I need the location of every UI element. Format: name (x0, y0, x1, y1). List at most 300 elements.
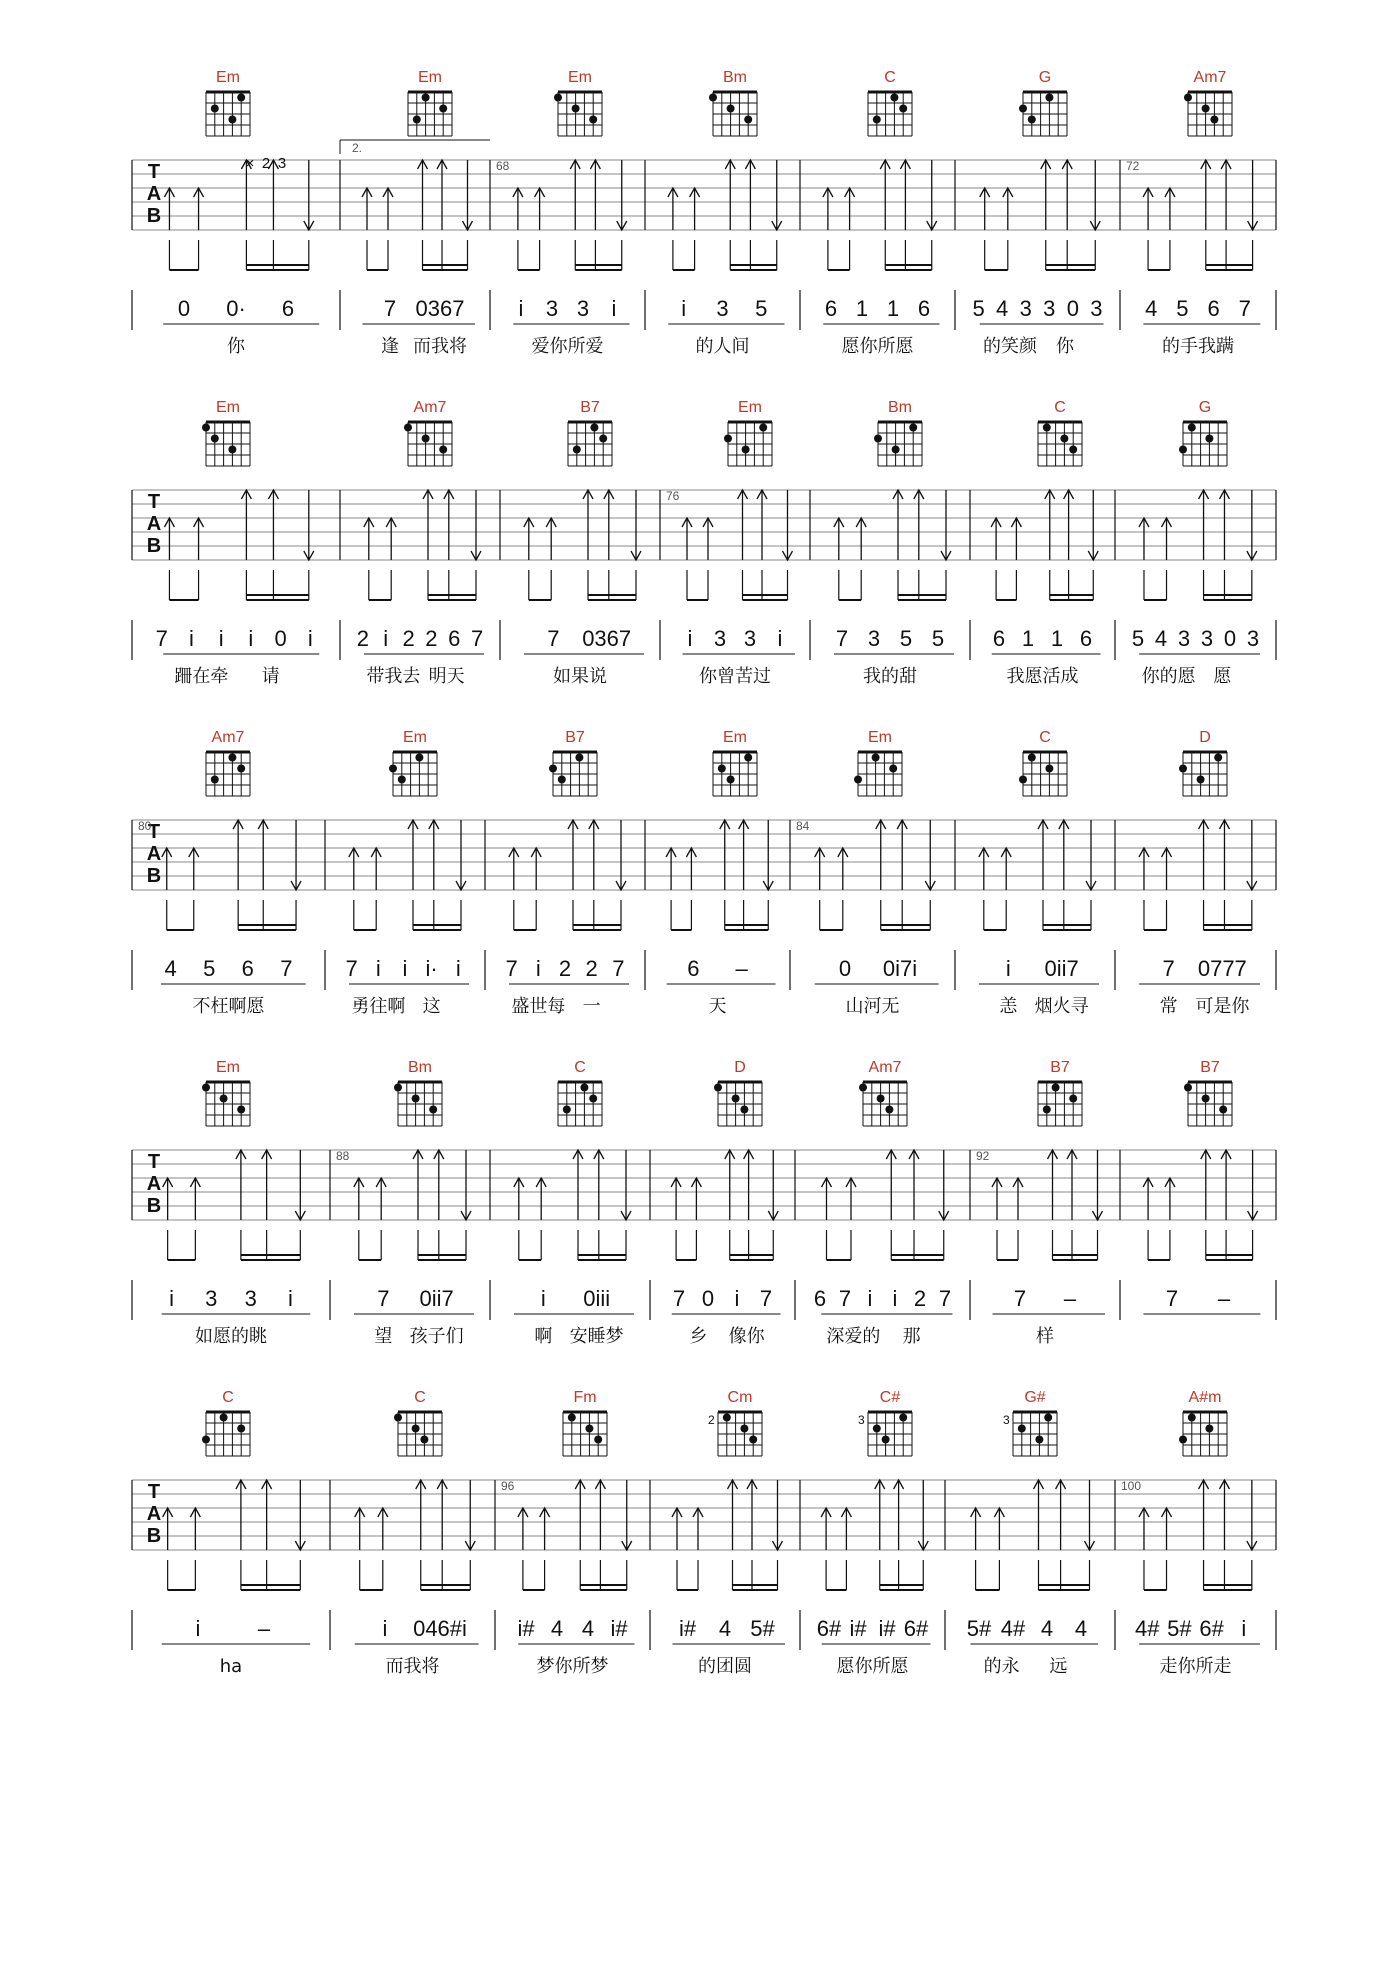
d-chord-diagram (714, 1082, 762, 1126)
am7-chord-diagram (404, 422, 452, 466)
jianpu-note: 6 (813, 1286, 827, 1311)
jianpu-note: 6 (281, 296, 295, 321)
jianpu-note: 7 (1013, 1286, 1027, 1311)
jianpu-note: 7 (547, 626, 560, 651)
em-chord-diagram (202, 422, 250, 466)
jianpu-note: 7 (471, 626, 484, 651)
d-chord-diagram (1179, 752, 1227, 796)
jianpu-note: i (892, 1286, 898, 1311)
lyric-text: 梦你所梦 (536, 1656, 609, 1677)
chord-name: G (1038, 69, 1052, 86)
jianpu-note: 6# (1199, 1616, 1224, 1641)
lyric-text: 的团圆 (698, 1656, 752, 1677)
jianpu-note: i (1005, 956, 1011, 981)
volta-bracket (340, 140, 490, 154)
jianpu-note: 5 (899, 626, 913, 651)
chord-name: C (414, 1389, 426, 1406)
jianpu-note: i (455, 956, 461, 981)
lyric-text: 你 (227, 336, 245, 357)
lyric-text: 孩子们 (409, 1326, 464, 1347)
bm-chord-diagram (709, 92, 757, 136)
jianpu-note: 7 (1162, 956, 1175, 981)
strum-pattern (1139, 820, 1257, 930)
tab-fret-number: 2 (261, 155, 271, 172)
strum-pattern (834, 490, 951, 600)
lyric-text: 而我将 (385, 1656, 440, 1677)
chord-name: Em (216, 69, 240, 86)
measure-number: 76 (666, 489, 680, 503)
chord-name: Em (568, 69, 592, 86)
c-chord-diagram (394, 1412, 442, 1456)
jianpu-note: 4 (581, 1616, 595, 1641)
jianpu-note: i (540, 1286, 546, 1311)
jianpu-note: 5 (203, 956, 216, 981)
jianpu-note: i# (517, 1616, 535, 1641)
strum-pattern (991, 490, 1098, 600)
jianpu-note: 7 (612, 956, 625, 981)
am7-chord-diagram (859, 1082, 907, 1126)
tab-staff (132, 1480, 1276, 1550)
am7-chord-diagram (1184, 92, 1232, 136)
strum-pattern (1143, 1150, 1258, 1260)
jianpu-note: 1 (1021, 626, 1035, 651)
em-chord-diagram (389, 752, 437, 796)
chord-name: G# (1024, 1389, 1046, 1406)
jianpu-note: i (307, 626, 313, 651)
chord-name: Em (738, 399, 762, 416)
strum-pattern (524, 490, 641, 600)
jianpu-note: i (687, 626, 693, 651)
fm-chord-diagram (563, 1412, 607, 1456)
lyric-text: 望 (374, 1326, 393, 1347)
tab-clef: A (146, 513, 162, 535)
b7-chord-diagram (1038, 1082, 1082, 1126)
jianpu-note: 7 (280, 956, 293, 981)
jianpu-note: i (195, 1616, 201, 1641)
jianpu-note: 0367 (415, 296, 465, 321)
strum-pattern (349, 820, 466, 930)
jianpu-note: 7 (345, 956, 358, 981)
jianpu-note: i (382, 1616, 388, 1641)
strum-pattern (971, 1480, 1095, 1590)
chord-name: Em (868, 729, 892, 746)
measure-number: 84 (796, 819, 810, 833)
jianpu-note: 6 (448, 626, 461, 651)
jianpu-note: 6 (917, 296, 931, 321)
jianpu-note: 6 (687, 956, 700, 981)
strum-pattern (513, 160, 627, 270)
jianpu-note: i (375, 956, 381, 981)
jianpu-note: 7 (759, 1286, 773, 1311)
chord-name: Am7 (868, 1059, 902, 1076)
chord-name: Em (216, 399, 240, 416)
jianpu-note: 0 (838, 956, 852, 981)
jianpu-note: i (188, 626, 194, 651)
strum-pattern (682, 490, 793, 600)
strum-pattern (980, 160, 1101, 270)
jianpu-note: 0 (1223, 626, 1237, 651)
lyric-text: 不枉啊愿 (192, 996, 265, 1017)
bm-chord-diagram (874, 422, 922, 466)
jianpu-note: 4 (718, 1616, 732, 1641)
strum-pattern (164, 160, 313, 270)
lyric-text: 那 (902, 1326, 921, 1347)
jianpu-note: 5# (1167, 1616, 1192, 1641)
g-sharp-chord-diagram (1003, 1412, 1057, 1456)
chord-name: Bm (888, 399, 912, 416)
lyric-text: 可是你 (1195, 996, 1250, 1017)
jianpu-note: 6 (824, 296, 838, 321)
jianpu-note: – (257, 1616, 271, 1641)
tab-clef: A (146, 1503, 162, 1525)
strum-pattern (979, 820, 1096, 930)
chord-name: C (1039, 729, 1051, 746)
lyric-text: 愿你所愿 (841, 336, 914, 357)
jianpu-note: 6 (241, 956, 254, 981)
jianpu-note: 7 (155, 626, 168, 651)
jianpu-note: 0ii7 (1044, 956, 1079, 981)
jianpu-note: i (402, 956, 408, 981)
lyric-text: 我愿活成 (1006, 666, 1079, 687)
jianpu-note: – (1063, 1286, 1077, 1311)
jianpu-note: 0 (1066, 296, 1079, 321)
fret-number: 3 (858, 1413, 865, 1427)
jianpu-note: i (248, 626, 254, 651)
chord-name: Bm (408, 1059, 432, 1076)
c-chord-diagram (868, 92, 912, 136)
lyric-text: 天 (708, 996, 727, 1017)
em-chord-diagram (206, 92, 250, 136)
c-chord-diagram (1019, 752, 1067, 796)
jianpu-note: 0· (226, 296, 246, 321)
chord-name: Em (216, 1059, 240, 1076)
jianpu-note: 5 (1131, 626, 1145, 651)
chord-name: C# (879, 1389, 901, 1406)
lyric-text: 的笑颜 (983, 336, 1037, 357)
c-sharp-chord-diagram (858, 1412, 912, 1456)
jianpu-note: 1 (1050, 626, 1064, 651)
lyric-text: 逢 (381, 336, 399, 357)
chord-name: A#m (1188, 1389, 1222, 1406)
jianpu-note: 2 (913, 1286, 927, 1311)
strum-pattern (364, 490, 481, 600)
a-sharp-m-chord-diagram (1179, 1412, 1227, 1456)
lyric-text: 这 (422, 996, 441, 1017)
jianpu-note: 5 (1176, 296, 1189, 321)
jianpu-note: 6# (816, 1616, 842, 1641)
jianpu-note: 4# (1134, 1616, 1160, 1641)
bm-chord-diagram (394, 1082, 442, 1126)
lyric-text: 你曾苦过 (699, 666, 771, 687)
jianpu-note: 0777 (1197, 956, 1247, 981)
jianpu-note: i (383, 626, 389, 651)
jianpu-note: i (518, 296, 524, 321)
lyric-text: ha (219, 1656, 243, 1677)
strum-pattern (668, 160, 782, 270)
lyric-text: 勇往啊 (351, 996, 406, 1017)
lyric-text: 请 (261, 666, 280, 687)
jianpu-note: 3 (545, 296, 559, 321)
chord-name: C (1054, 399, 1066, 416)
em-chord-diagram (713, 752, 757, 796)
em-chord-diagram (554, 92, 602, 136)
system-1 (132, 69, 1276, 357)
b7-chord-diagram (1184, 1082, 1232, 1126)
strum-pattern (1139, 1480, 1257, 1590)
tab-clef: T (147, 821, 161, 843)
lyric-text: 像你 (728, 1326, 765, 1347)
jianpu-note: 5# (750, 1616, 775, 1641)
jianpu-note: 3 (867, 626, 881, 651)
tab-clef: A (146, 183, 162, 205)
measure-number: 80 (138, 819, 152, 833)
jianpu-note: 5# (966, 1616, 992, 1641)
chord-name: G (1198, 399, 1212, 416)
strum-pattern (1139, 490, 1257, 600)
jianpu-note: 0iii (583, 1286, 611, 1311)
jianpu-note: 6# (903, 1616, 929, 1641)
jianpu-note: 4 (164, 956, 177, 981)
jianpu-note: – (1217, 1286, 1231, 1311)
strum-pattern (355, 1480, 476, 1590)
measure-number: 68 (496, 159, 510, 173)
lyric-text: 愿你所愿 (836, 1656, 909, 1677)
jianpu-note: 3 (1043, 296, 1056, 321)
jianpu-note: 046#i (413, 1616, 467, 1641)
jianpu-note: 4 (550, 1616, 564, 1641)
jianpu-note: – (735, 956, 748, 981)
jianpu-note: i (287, 1286, 293, 1311)
lyric-text: 乡 (689, 1326, 708, 1347)
chord-name: B7 (565, 729, 585, 746)
strum-pattern (823, 160, 937, 270)
jianpu-note: 4 (1145, 296, 1158, 321)
jianpu-note: 6 (1079, 626, 1093, 651)
lyric-text: 深爱的 (826, 1326, 881, 1347)
jianpu-note: i· (425, 956, 438, 981)
lyric-text: 样 (1036, 1326, 1054, 1347)
tab-clef: T (147, 161, 161, 183)
jianpu-note: 4 (1154, 626, 1168, 651)
lyric-text: 如果说 (553, 666, 607, 687)
tab-staff (132, 1150, 1276, 1220)
jianpu-note: 4 (996, 296, 1009, 321)
chord-name: Cm (727, 1389, 753, 1406)
jianpu-note: 7 (672, 1286, 686, 1311)
measure-number: 96 (501, 1479, 515, 1493)
tab-clef: A (146, 1173, 162, 1195)
strum-pattern (362, 160, 473, 270)
jianpu-note: 7 (377, 1286, 390, 1311)
tab-clef: B (146, 1195, 162, 1217)
jianpu-note: i (734, 1286, 740, 1311)
jianpu-note: 7 (505, 956, 518, 981)
jianpu-note: 0i7i (882, 956, 918, 981)
lyric-text: 你 (1056, 336, 1074, 357)
jianpu-note: 3 (244, 1286, 257, 1311)
system-5 (132, 1389, 1276, 1677)
chord-name: C (574, 1059, 586, 1076)
lyric-text: 一 (582, 996, 601, 1017)
lyric-text: 走你所走 (1159, 1656, 1232, 1677)
jianpu-note: i (611, 296, 617, 321)
jianpu-note: i (535, 956, 541, 981)
jianpu-note: 3 (1246, 626, 1260, 651)
lyric-text: 山河无 (845, 996, 900, 1017)
tab-clef: T (147, 1151, 161, 1173)
em-chord-diagram (854, 752, 902, 796)
lyric-text: 的手我蹒 (1162, 336, 1234, 357)
tab-fret-number: 3 (277, 155, 287, 172)
measure-number: 92 (976, 1149, 990, 1163)
c-chord-diagram (558, 1082, 602, 1126)
jianpu-note: 4 (1040, 1616, 1054, 1641)
jianpu-note: 3 (1200, 626, 1214, 651)
tab-clef: B (146, 205, 162, 227)
tab-clef: B (146, 535, 162, 557)
chord-name: Am7 (211, 729, 245, 746)
chord-name: C (884, 69, 896, 86)
volta-label: 2. (352, 141, 363, 155)
lyric-text: 的永 (983, 1656, 1020, 1677)
chord-name: Em (418, 69, 442, 86)
jianpu-note: 0 (177, 296, 191, 321)
measure-number: 88 (336, 1149, 350, 1163)
chord-name: C (222, 1389, 234, 1406)
jianpu-note: 4# (1000, 1616, 1026, 1641)
jianpu-note: i (681, 296, 687, 321)
strum-pattern (354, 1150, 471, 1260)
chord-name: Bm (723, 69, 747, 86)
jianpu-note: 7 (1165, 1286, 1179, 1311)
chord-name: Fm (573, 1389, 597, 1406)
jianpu-note: 5 (972, 296, 985, 321)
jianpu-note: 4 (1074, 1616, 1088, 1641)
jianpu-note: 3 (713, 626, 727, 651)
tab-clef: B (146, 1525, 162, 1547)
chord-name: B7 (1050, 1059, 1070, 1076)
measure-number: 100 (1121, 1479, 1142, 1493)
jianpu-note: i (218, 626, 224, 651)
jianpu-note: 1 (855, 296, 869, 321)
strum-pattern (666, 820, 773, 930)
jianpu-note: 7 (835, 626, 849, 651)
tab-staff (132, 160, 1276, 230)
jianpu-note: 5 (931, 626, 945, 651)
tab-staff (132, 820, 1276, 890)
jianpu-note: i# (610, 1616, 628, 1641)
lyric-text: 啊 (534, 1326, 553, 1347)
c-chord-diagram (1038, 422, 1082, 466)
fret-number: 2 (708, 1413, 715, 1427)
strum-pattern (518, 1480, 632, 1590)
strum-pattern (821, 1480, 928, 1590)
em-chord-diagram (202, 1082, 250, 1126)
tab-clef: A (146, 843, 162, 865)
em-chord-diagram (724, 422, 772, 466)
jianpu-note: 7 (838, 1286, 852, 1311)
strum-pattern (162, 820, 301, 930)
jianpu-note: i (169, 1286, 175, 1311)
strum-pattern (822, 1150, 949, 1260)
strum-pattern (671, 1150, 778, 1260)
jianpu-note: 1 (886, 296, 900, 321)
jianpu-note: i (777, 626, 783, 651)
tab-fret-number: × (245, 155, 255, 172)
system-3 (132, 729, 1276, 1017)
system-2 (132, 399, 1276, 687)
lyric-text: 安睡梦 (569, 1326, 624, 1347)
jianpu-note: 2 (425, 626, 438, 651)
lyric-text: 明天 (428, 666, 465, 687)
am7-chord-diagram (206, 752, 250, 796)
lyric-text: 爱你所爱 (531, 336, 604, 357)
g-chord-diagram (1019, 92, 1067, 136)
lyric-text: 常 (1159, 996, 1178, 1017)
jianpu-note: i (867, 1286, 873, 1311)
jianpu-note: 2 (585, 956, 598, 981)
lyric-text: 我的甜 (863, 666, 917, 687)
chord-name: Em (403, 729, 427, 746)
chord-name: Am7 (1193, 69, 1227, 86)
jianpu-note: 7 (383, 296, 397, 321)
lyric-text: 盛世每 (511, 996, 566, 1017)
jianpu-note: 2 (356, 626, 369, 651)
jianpu-note: 3 (716, 296, 729, 321)
jianpu-note: 0 (701, 1286, 715, 1311)
tab-clef: T (147, 1481, 161, 1503)
jianpu-note: 3 (205, 1286, 218, 1311)
jianpu-note: 0367 (582, 626, 632, 651)
lyric-text: 的人间 (695, 336, 750, 357)
lyric-text: 烟火寻 (1034, 996, 1089, 1017)
strum-pattern (163, 1150, 306, 1260)
jianpu-note: i# (849, 1616, 867, 1641)
chord-name: Am7 (413, 399, 447, 416)
c-chord-diagram (202, 1412, 250, 1456)
lyric-text: 你的愿 (1141, 666, 1196, 687)
jianpu-note: 2 (402, 626, 415, 651)
jianpu-note: 5 (755, 296, 768, 321)
strum-pattern (992, 1150, 1103, 1260)
strum-pattern (509, 820, 626, 930)
jianpu-note: i (1241, 1616, 1247, 1641)
jianpu-note: 3 (576, 296, 590, 321)
strum-pattern (514, 1150, 631, 1260)
b7-chord-diagram (568, 422, 612, 466)
jianpu-note: 7 (938, 1286, 952, 1311)
strum-pattern (164, 490, 313, 600)
lyric-text: 跚在牵 (174, 666, 229, 687)
strum-pattern (1143, 160, 1258, 270)
lyric-text: 愿 (1213, 666, 1232, 687)
jianpu-note: 0 (274, 626, 287, 651)
chord-name: B7 (580, 399, 600, 416)
strum-pattern (815, 820, 936, 930)
lyric-text: 恙 (999, 996, 1018, 1017)
jianpu-note: 3 (1090, 296, 1103, 321)
lyric-text: 如愿的眺 (195, 1326, 267, 1347)
b7-chord-diagram (549, 752, 597, 796)
jianpu-note: 2 (558, 956, 572, 981)
lyric-text: 带我去 (366, 666, 421, 687)
chord-name: D (1199, 729, 1211, 746)
em-chord-diagram (408, 92, 452, 136)
strum-pattern (672, 1480, 783, 1590)
chord-name: D (734, 1059, 746, 1076)
strum-pattern (163, 1480, 306, 1590)
jianpu-note: 7 (1238, 296, 1251, 321)
